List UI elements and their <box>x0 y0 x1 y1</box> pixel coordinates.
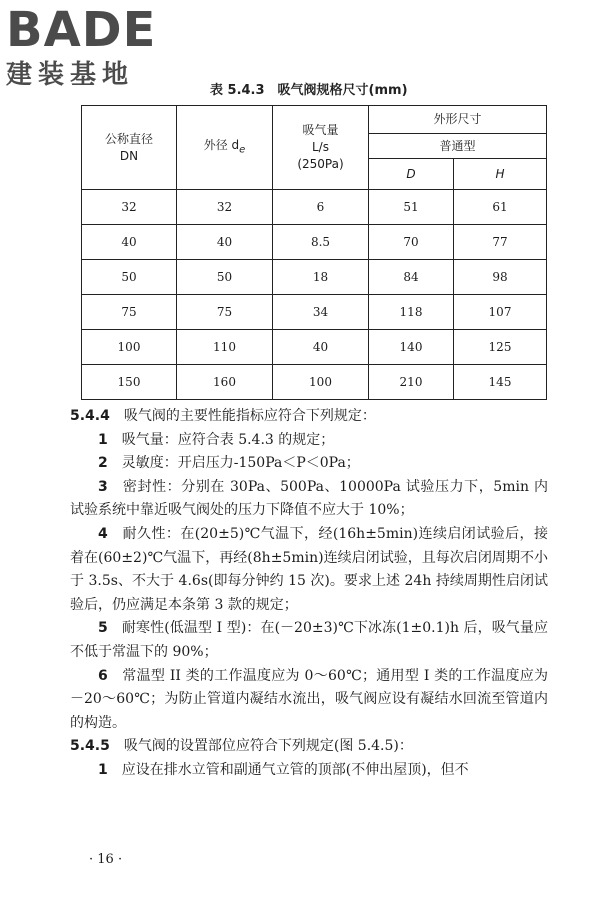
item-number: 4 <box>98 525 108 542</box>
table-cell: 77 <box>454 225 547 260</box>
logo-subtitle: 建装基地 <box>6 60 135 90</box>
table-cell: 75 <box>177 295 273 330</box>
table-cell: 50 <box>82 260 177 295</box>
table-cell: 75 <box>82 295 177 330</box>
table-cell: 210 <box>369 365 454 400</box>
item-number: 5 <box>98 620 108 637</box>
clause-text: 吸气阀的设置部位应符合下列规定(图 5.4.5)： <box>123 738 413 755</box>
table-row <box>82 330 547 365</box>
list-item <box>70 665 548 736</box>
list-item <box>70 617 548 664</box>
table-cell: 40 <box>82 225 177 260</box>
item-text: 灵敏度：开启压力-150Pa＜P＜0Pa； <box>121 455 360 472</box>
table-cell: 32 <box>82 190 177 225</box>
table-cell: 125 <box>454 330 547 365</box>
table-cell: 34 <box>273 295 369 330</box>
document-body <box>70 405 548 783</box>
item-number: 6 <box>98 667 108 684</box>
table-cell: 110 <box>177 330 273 365</box>
item-text: 耐寒性(低温型 I 型)：在(－20±3)℃下冰冻(1±0.1)h 后，吸气量应不低于常温下的 90%； <box>70 620 549 660</box>
header-dn-line2: DN <box>119 148 139 163</box>
table-title: 表 5.4.3 吸气阀规格尺寸(mm) <box>210 83 408 98</box>
header-suction <box>273 106 369 190</box>
item-number: 3 <box>98 478 108 495</box>
table-cell: 84 <box>369 260 454 295</box>
header-col-h: H <box>454 159 547 190</box>
table-row <box>82 225 547 260</box>
table-cell: 32 <box>177 190 273 225</box>
table-row <box>82 365 547 400</box>
table-cell: 40 <box>177 225 273 260</box>
table-cell: 40 <box>273 330 369 365</box>
header-outer-diameter-label: 外径 d <box>203 137 240 152</box>
clause-text: 吸气阀的主要性能指标应符合下列规定： <box>123 408 376 424</box>
item-number: 2 <box>98 455 108 472</box>
table-cell: 18 <box>273 260 369 295</box>
table-cell: 8.5 <box>273 225 369 260</box>
list-item <box>70 429 548 453</box>
header-outer-diameter-sub: e <box>239 144 246 156</box>
table-cell: 100 <box>82 330 177 365</box>
table-row <box>82 190 547 225</box>
item-number: 1 <box>98 761 108 778</box>
header-col-d: D <box>369 159 454 190</box>
header-outer-diameter <box>177 106 273 190</box>
page-number: · 16 · <box>89 852 123 867</box>
header-overall-size: 外形尺寸 <box>369 106 547 134</box>
table-cell: 6 <box>273 190 369 225</box>
header-dn <box>82 106 177 190</box>
header-normal-type: 普通型 <box>369 134 547 159</box>
table-cell: 118 <box>369 295 454 330</box>
table-cell: 51 <box>369 190 454 225</box>
table-cell: 150 <box>82 365 177 400</box>
item-text: 常温型 II 类的工作温度应为 0～60℃；通用型 I 类的工作温度应为－20～60℃；为防止管道内凝结水流出，吸气阀应设有凝结水回流至管道内的构造。 <box>70 667 548 731</box>
item-text: 密封性：分别在 30Pa、500Pa、10000Pa 试验压力下，5min 内试验系统中靠近吸气阀处的压力下降值不应大于 10%； <box>70 478 549 519</box>
table-cell: 160 <box>177 365 273 400</box>
clause-5-4-4 <box>70 405 548 429</box>
table-cell: 50 <box>177 260 273 295</box>
header-suction-line2: L/s <box>312 140 329 154</box>
item-number: 1 <box>98 431 108 448</box>
table-cell: 145 <box>454 365 547 400</box>
table-cell: 140 <box>369 330 454 365</box>
table-row <box>82 260 547 295</box>
list-item <box>70 452 548 476</box>
bade-logo <box>6 4 196 92</box>
table-cell: 100 <box>273 365 369 400</box>
header-suction-line1: 吸气量 <box>302 123 339 137</box>
list-item <box>70 476 548 523</box>
table-cell: 70 <box>369 225 454 260</box>
header-dn-line1: 公称直径 <box>104 131 153 146</box>
item-text: 应设在排水立管和副通气立管的顶部(不伸出屋顶)，但不 <box>121 761 469 778</box>
clause-5-4-5 <box>70 735 548 759</box>
clause-number: 5.4.5 <box>70 738 110 755</box>
table-row <box>82 295 547 330</box>
table-cell: 61 <box>454 190 547 225</box>
table-cell: 98 <box>454 260 547 295</box>
logo-wordmark: BADE <box>6 2 157 58</box>
item-text: 吸气量：应符合表 5.4.3 的规定； <box>121 431 335 448</box>
list-item <box>70 523 548 617</box>
spec-table <box>81 105 547 400</box>
list-item <box>70 759 548 783</box>
table-cell: 107 <box>454 295 547 330</box>
header-suction-line3: (250Pa) <box>297 157 344 171</box>
clause-number: 5.4.4 <box>70 408 110 424</box>
item-text: 耐久性：在(20±5)℃气温下，经(16h±5min)连续启闭试验后，接着在(60±2)℃气温下，再经(8h±5min)连续启闭试验，且每次启闭周期不小于 3.5s、不大于 4.6s(即每分钟约 15 次)。要求上述 24h 持续周期性启闭试验后，仍应满足本条第 3 款的规定； <box>70 525 548 613</box>
